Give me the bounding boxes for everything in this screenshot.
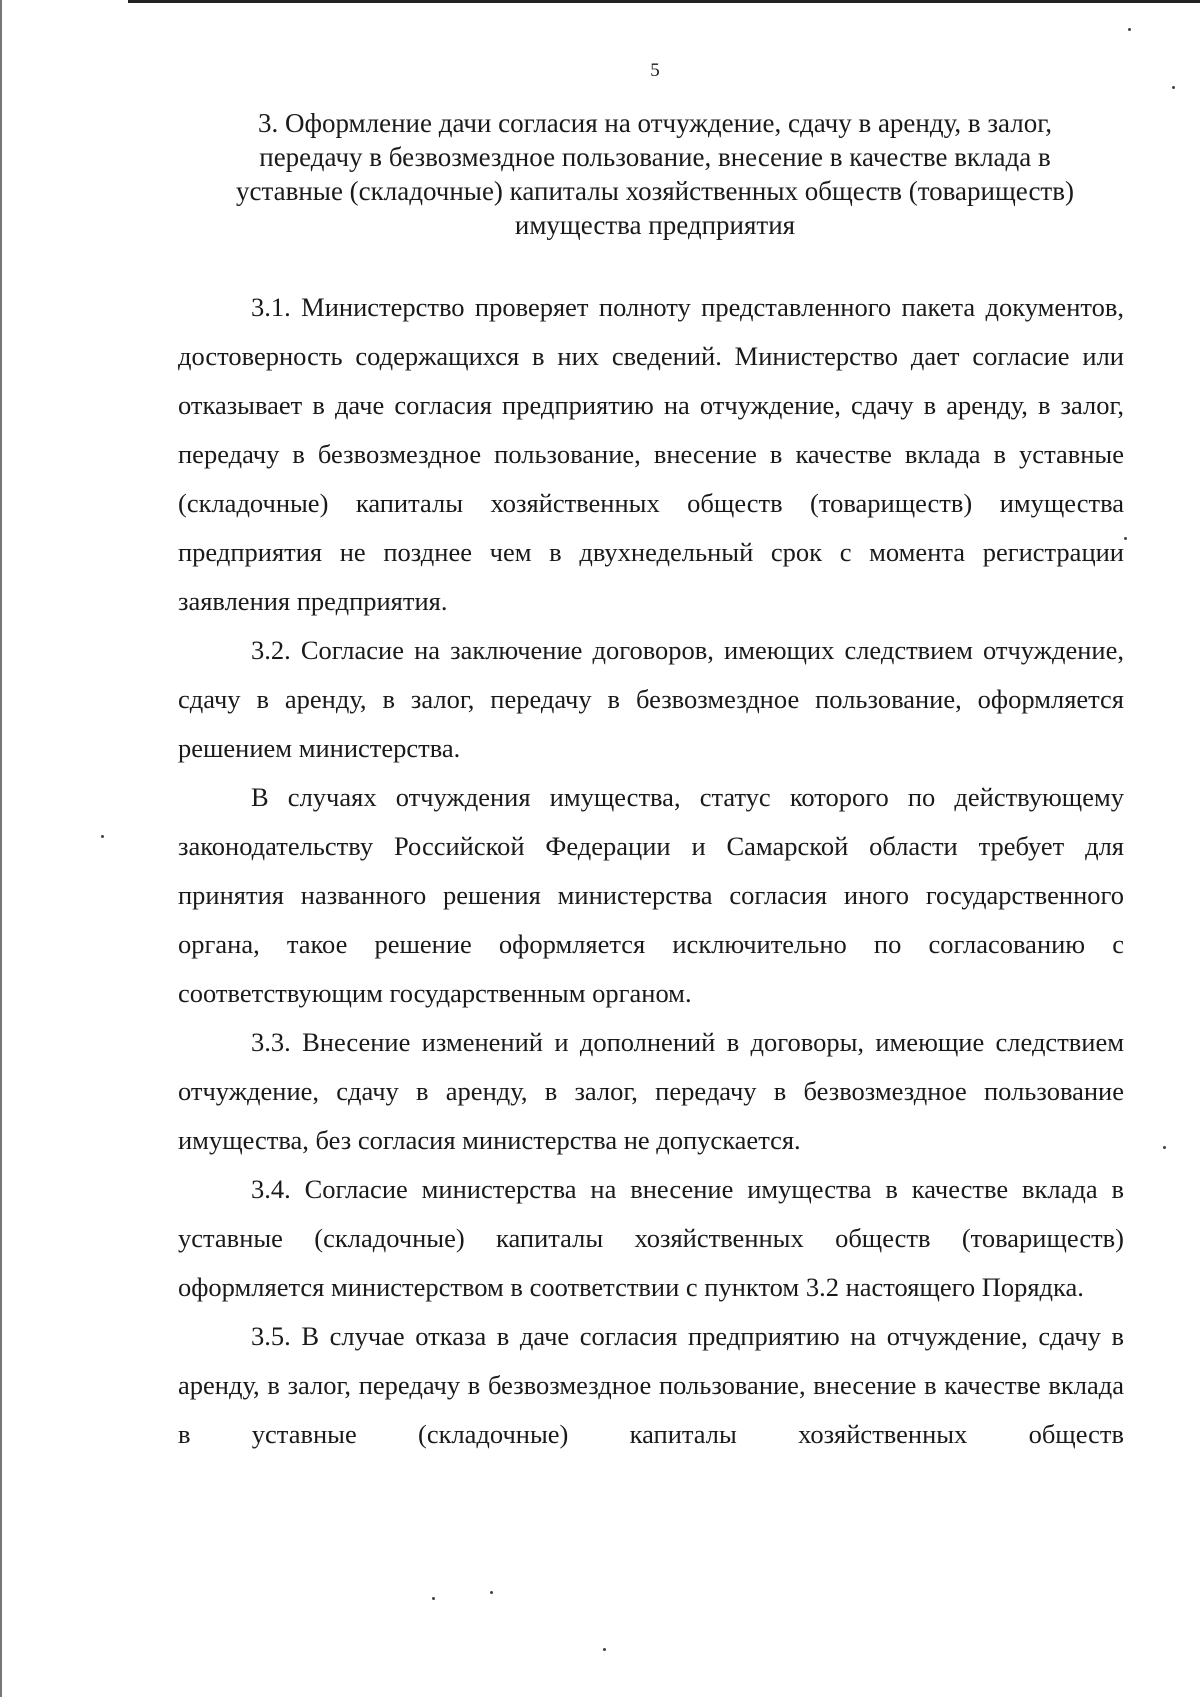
scan-speck bbox=[1124, 537, 1127, 540]
scan-speck bbox=[101, 835, 104, 838]
heading-line: имущества предприятия bbox=[514, 210, 796, 240]
document-body bbox=[178, 283, 1124, 1459]
paragraph-3-4: 3.4. Согласие министерства на внесение имущества в качестве вклада в уставные (складочные) капиталы хозяйственных обществ (товариществ) оформляется министерством в соответствии с пунктом 3.2 настоящего Порядка. bbox=[178, 1174, 1124, 1302]
scan-speck bbox=[1172, 86, 1175, 89]
page-number: 5 bbox=[650, 60, 660, 81]
scan-speck bbox=[1128, 28, 1131, 31]
left-page-border bbox=[0, 0, 2, 1697]
scan-speck bbox=[490, 1591, 493, 1594]
paragraph-3-1: 3.1. Министерство проверяет полноту представленного пакета документов, достоверность содержащихся в них сведений. Министерство дает согласие или отказывает в даче согласия предприятию на отчуждение, сдачу в аренду, в залог, передачу в безвозмездное пользование, внесение в качестве вклада в уставные (складочные) капиталы хозяйственных обществ (товариществ) имущества предприятия не позднее чем в двухнедельный срок с момента регистрации заявления предприятия. bbox=[178, 292, 1124, 616]
paragraph-3-2-cases: В случаях отчуждения имущества, статус которого по действующему законодательству Российской Федерации и Самарской области требует для принятия названного решения министерства согласия иного государственного органа, такое решение оформляется исключительно по согласованию с соответствующим государственным органом. bbox=[178, 782, 1124, 1008]
section-heading bbox=[170, 106, 1140, 242]
scan-speck bbox=[603, 1648, 606, 1651]
top-rule bbox=[128, 0, 1200, 3]
scan-speck bbox=[1163, 1146, 1166, 1149]
paragraph-3-5: 3.5. В случае отказа в даче согласия предприятию на отчуждение, сдачу в аренду, в залог, передачу в безвозмездное пользование, внесение в качестве вклада в уставные (складочные) капиталы хозяйственных обществ bbox=[178, 1321, 1124, 1449]
paragraph-3-3: 3.3. Внесение изменений и дополнений в договоры, имеющие следствием отчуждение, сдачу в аренду, в залог, передачу в безвозмездное пользование имущества, без согласия министерства не допускается. bbox=[178, 1027, 1124, 1155]
scan-speck bbox=[432, 1597, 435, 1600]
paragraph-3-2: 3.2. Согласие на заключение договоров, имеющих следствием отчуждение, сдачу в аренду, в залог, передачу в безвозмездное пользование, оформляется решением министерства. bbox=[178, 635, 1124, 763]
heading-line: уставные (складочные) капиталы хозяйственных обществ (товариществ) bbox=[236, 176, 1074, 206]
heading-line: передачу в безвозмездное пользование, внесение в качестве вклада в bbox=[259, 142, 1051, 172]
heading-line: 3. Оформление дачи согласия на отчуждение, сдачу в аренду, в залог, bbox=[257, 108, 1053, 138]
